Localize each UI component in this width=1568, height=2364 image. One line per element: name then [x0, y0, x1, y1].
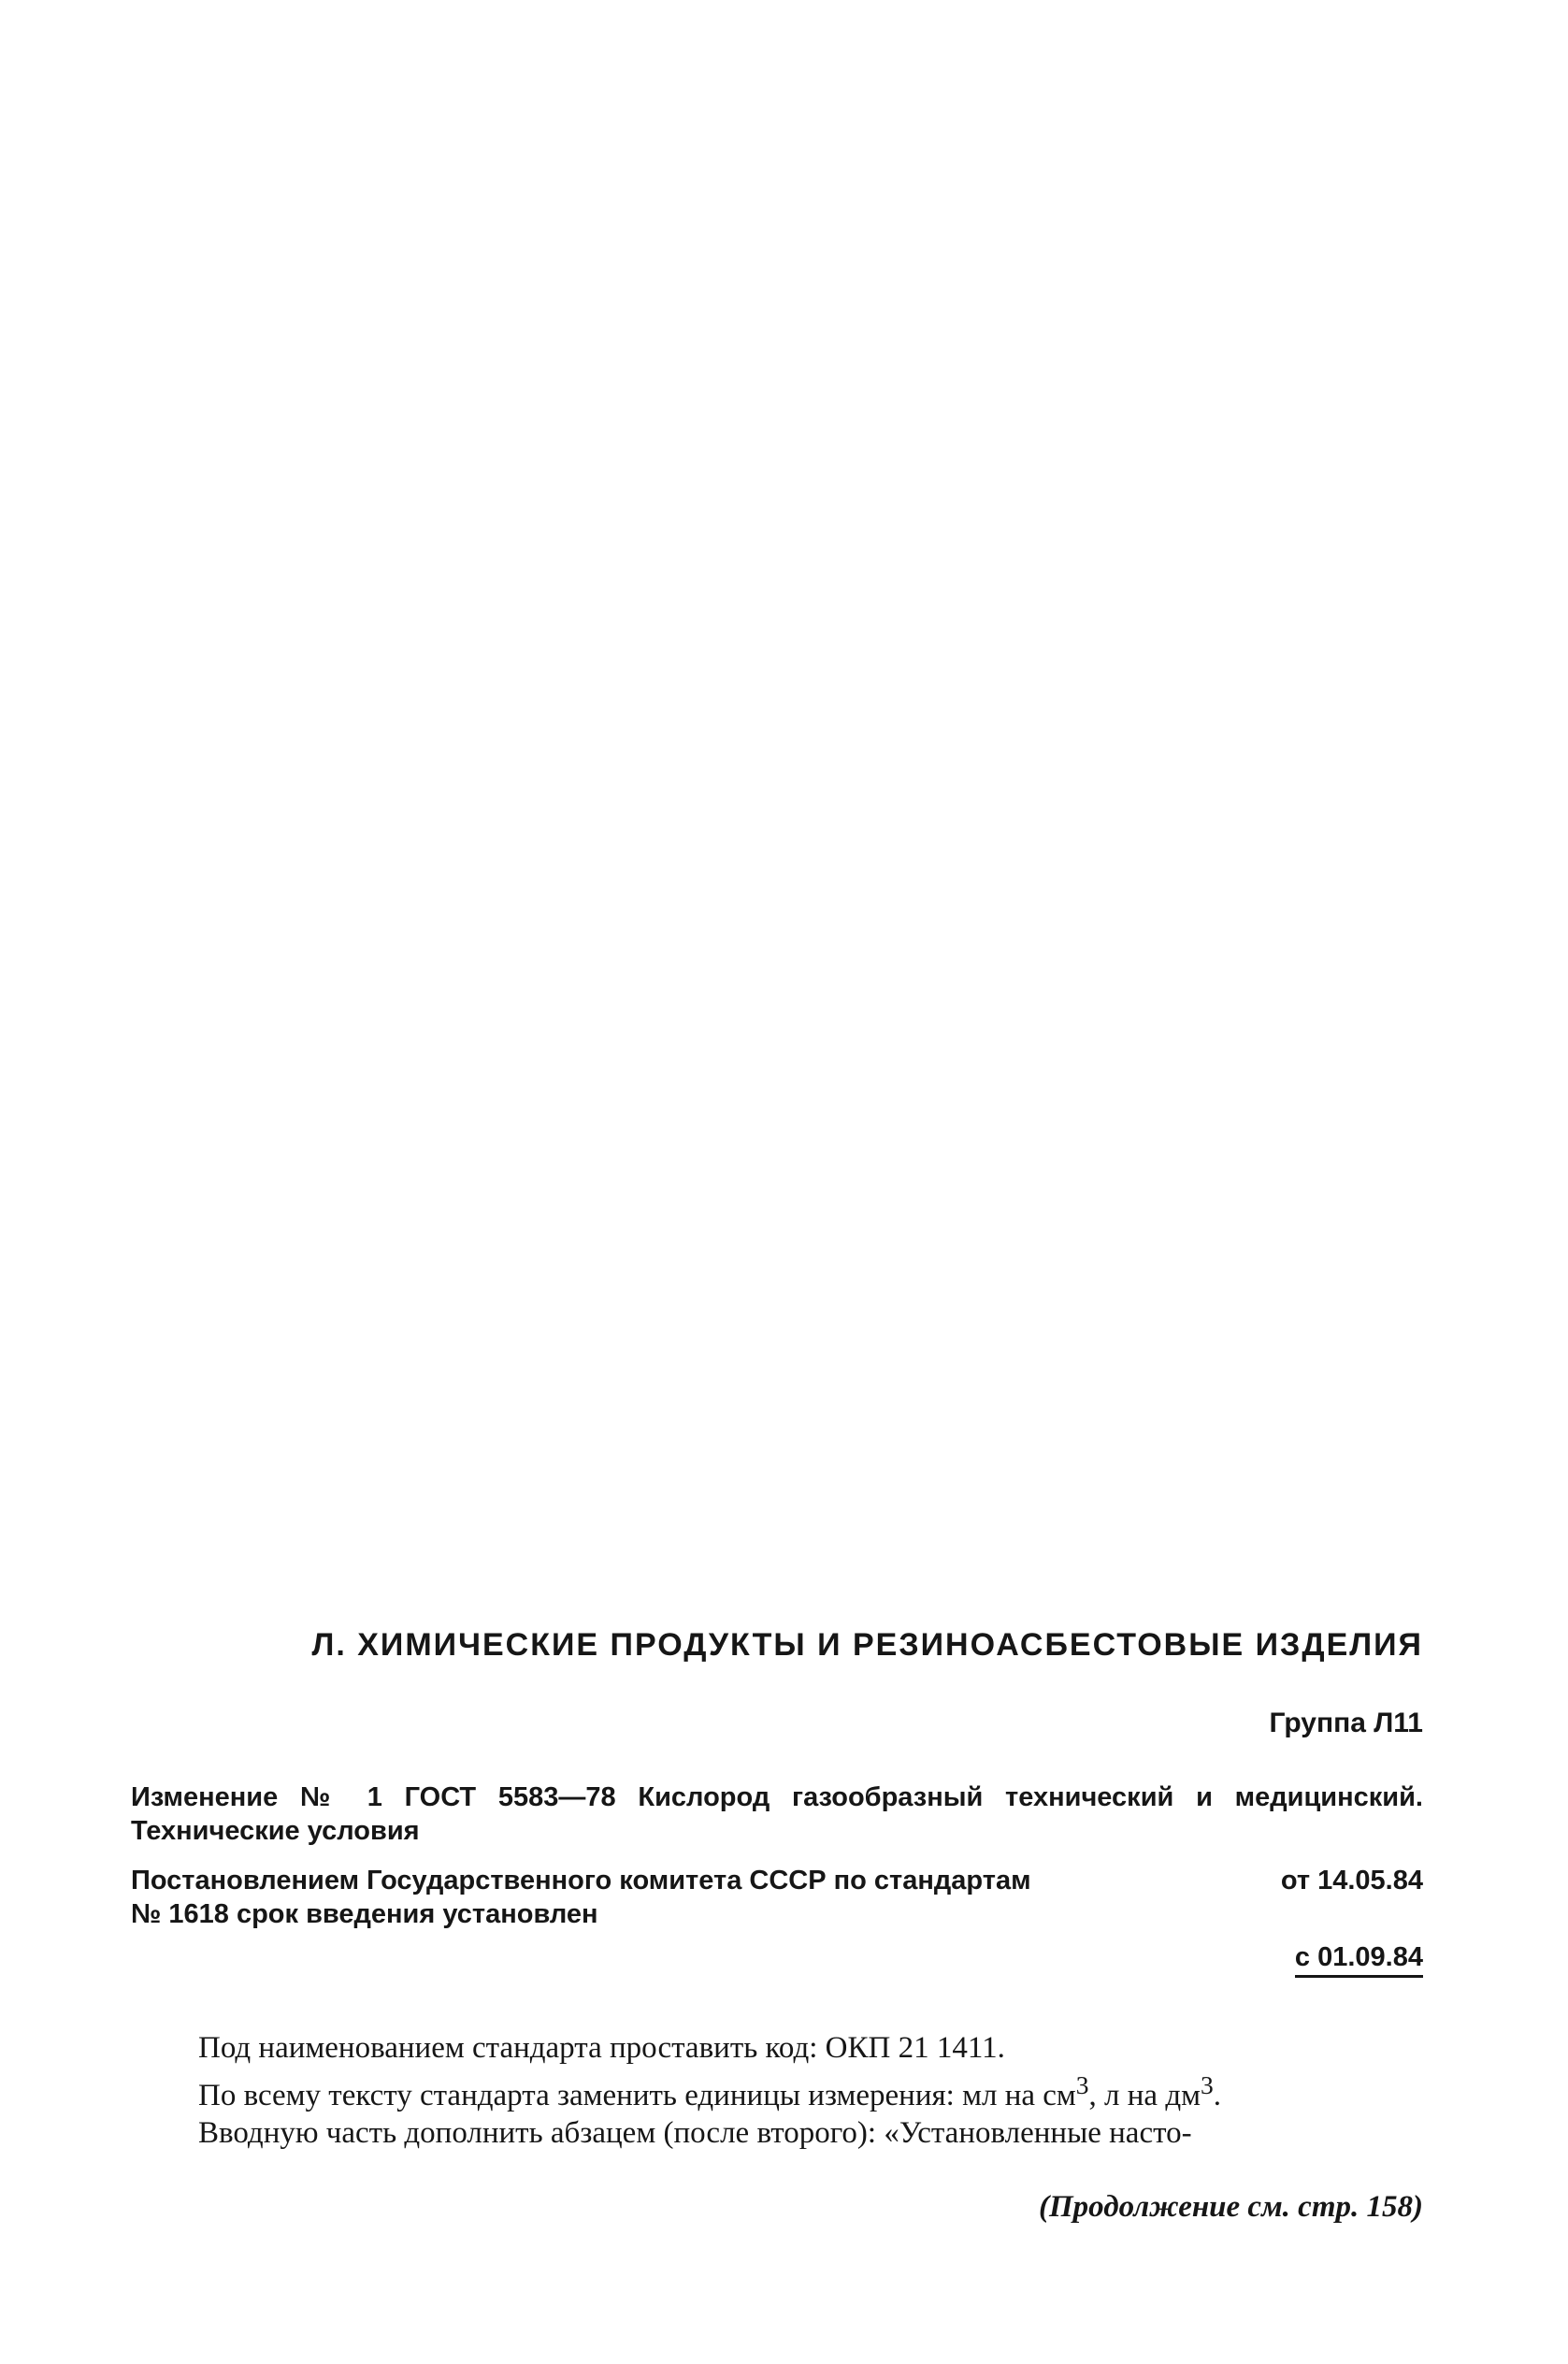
units-text-start: По всему тексту стандарта заменить единицы измерения: мл на см: [198, 2079, 1076, 2112]
decree-statement: [131, 1864, 1423, 1931]
group-code: Группа Л11: [1269, 1708, 1423, 1738]
units-superscript-2: 3: [1201, 2070, 1214, 2099]
decree-committee: Постановлением Государственного комитета СССР по стандартам: [131, 1866, 1031, 1896]
decree-line-1: [131, 1864, 1423, 1897]
units-text-mid: , л на дм: [1088, 2079, 1201, 2112]
amendment-title: Изменение № 1 ГОСТ 5583—78 Кислород газообразный технический и медицинский. Технические условия: [131, 1782, 1423, 1846]
paragraph-units: [131, 2067, 1423, 2114]
effective-date: [131, 1942, 1423, 1978]
paragraph-okp-code: Под наименованием стандарта проставить код: ОКП 21 1411.: [198, 2031, 1005, 2065]
decree-line-2: № 1618 срок введения установлен: [131, 1899, 598, 1929]
paragraph-intro-addition: Вводную часть дополнить абзацем (после второго): «Установленные насто-: [198, 2116, 1192, 2150]
section-heading: Л. ХИМИЧЕСКИЕ ПРОДУКТЫ И РЕЗИНОАСБЕСТОВЫЕ ИЗДЕЛИЯ: [311, 1627, 1423, 1663]
decree-date: от 14.05.84: [1280, 1866, 1423, 1896]
continuation-note: (Продолжение см. стр. 158): [1039, 2190, 1423, 2224]
units-text-end: .: [1213, 2079, 1221, 2112]
body-text: [131, 2029, 1423, 2152]
units-superscript-1: 3: [1075, 2070, 1089, 2099]
effective-date-value: с 01.09.84: [1295, 1942, 1423, 1978]
